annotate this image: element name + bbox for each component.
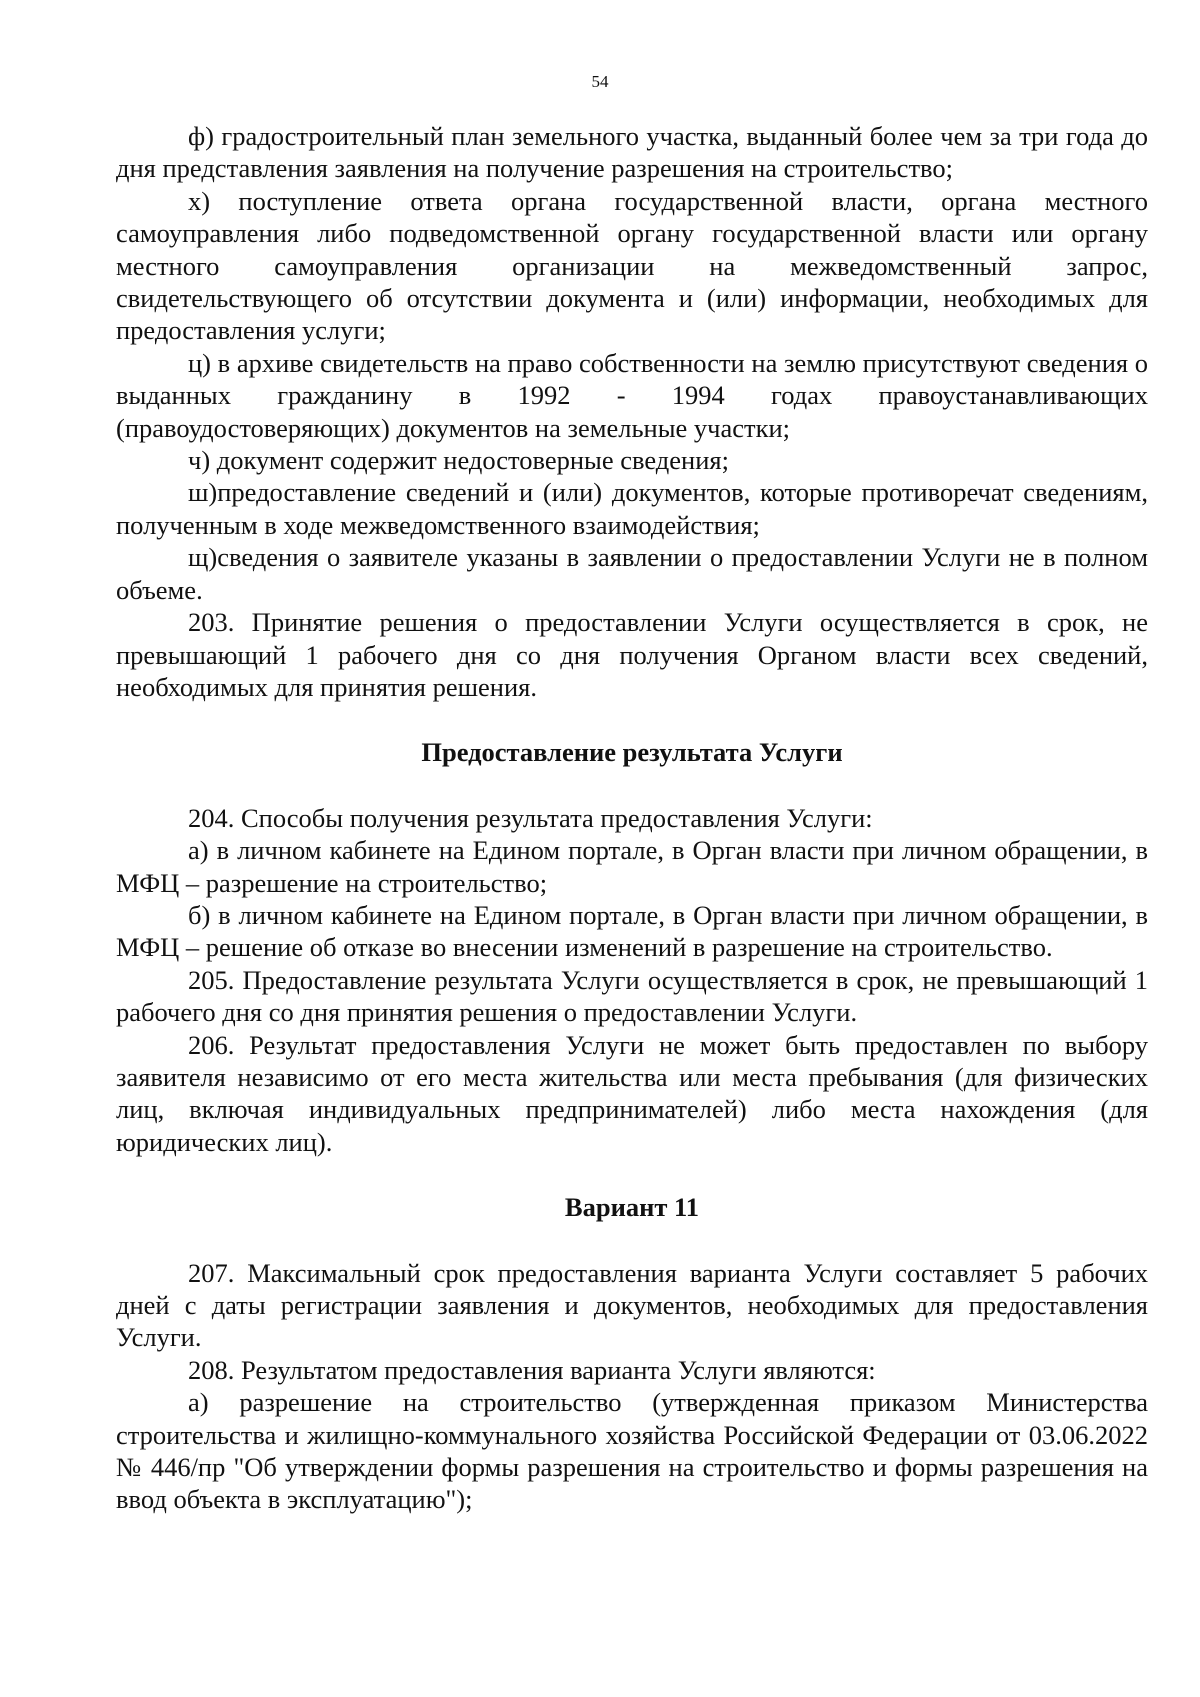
document-body — [116, 120, 1148, 1516]
paragraph-203: 203. Принятие решения о предоставлении Услуги осуществляется в срок, не превышающий 1 рабочего дня со дня получения Органом власти всех сведений, необходимых для принятия решения. — [116, 607, 1148, 702]
paragraph-208: 208. Результатом предоставления варианта Услуги являются: — [188, 1354, 876, 1385]
paragraph-205: 205. Предоставление результата Услуги осуществляется в срок, не превышающий 1 рабочего дня со дня принятия решения о предоставлении Услуги. — [116, 964, 1148, 1028]
spacer — [116, 1158, 1148, 1191]
paragraph-ch: ч) документ содержит недостоверные сведения; — [188, 445, 729, 476]
section-heading-variant-11: Вариант 11 — [564, 1192, 700, 1223]
paragraph-sh: ш)предоставление сведений и (или) документов, которые противоречат сведениям, полученным в ходе межведомственного взаимодействия; — [116, 477, 1148, 540]
spacer — [116, 703, 1148, 736]
page-number: 54 — [591, 72, 609, 91]
paragraph-kh: х) поступление ответа органа государственной власти, органа местного самоуправления либо подведомственной органу государственной власти или органу местного самоуправления организации на межведомственный запрос, свидетельствующего об отсутствии документа и (или) информации, необходимых для предоставления услуги; — [116, 185, 1148, 346]
spacer — [116, 769, 1148, 802]
paragraph-204-b: б) в личном кабинете на Едином портале, в Орган власти при личном обращении, в МФЦ – решение об отказе во внесении изменений в разрешение на строительство. — [116, 899, 1148, 963]
paragraph-f: ф) градостроительный план земельного участка, выданный более чем за три года до дня представления заявления на получение разрешения на строительство; — [116, 121, 1148, 184]
paragraph-208-a: а) разрешение на строительство (утвержденная приказом Министерства строительства и жилищно-коммунального хозяйства Российской Федерации от 03.06.2022 № 446/пр "Об утверждении формы разрешения на строительство и формы разрешения на ввод объекта в эксплуатацию"); — [116, 1387, 1148, 1515]
section-heading-result: Предоставление результата Услуги — [421, 737, 843, 768]
paragraph-204-a: а) в личном кабинете на Едином портале, в Орган власти при личном обращении, в МФЦ – разрешение на строительство; — [116, 835, 1148, 898]
paragraph-shch: щ)сведения о заявителе указаны в заявлении о предоставлении Услуги не в полном объеме. — [116, 542, 1148, 605]
paragraph-ts: ц) в архиве свидетельств на право собственности на землю присутствуют сведения о выданных гражданину в 1992 - 1994 годах правоустанавливающих (правоудостоверяющих) документов на земельные участки; — [116, 347, 1148, 443]
paragraph-207: 207. Максимальный срок предоставления варианта Услуги составляет 5 рабочих дней с даты регистрации заявления и документов, необходимых для предоставления Услуги. — [116, 1257, 1148, 1353]
paragraph-206: 206. Результат предоставления Услуги не может быть предоставлен по выбору заявителя независимо от его места жительства или места пребывания (для физических лиц, включая индивидуальных предпринимателей) либо места нахождения (для юридических лиц). — [116, 1029, 1148, 1157]
spacer — [116, 1224, 1148, 1257]
paragraph-204: 204. Способы получения результата предоставления Услуги: — [188, 802, 873, 833]
